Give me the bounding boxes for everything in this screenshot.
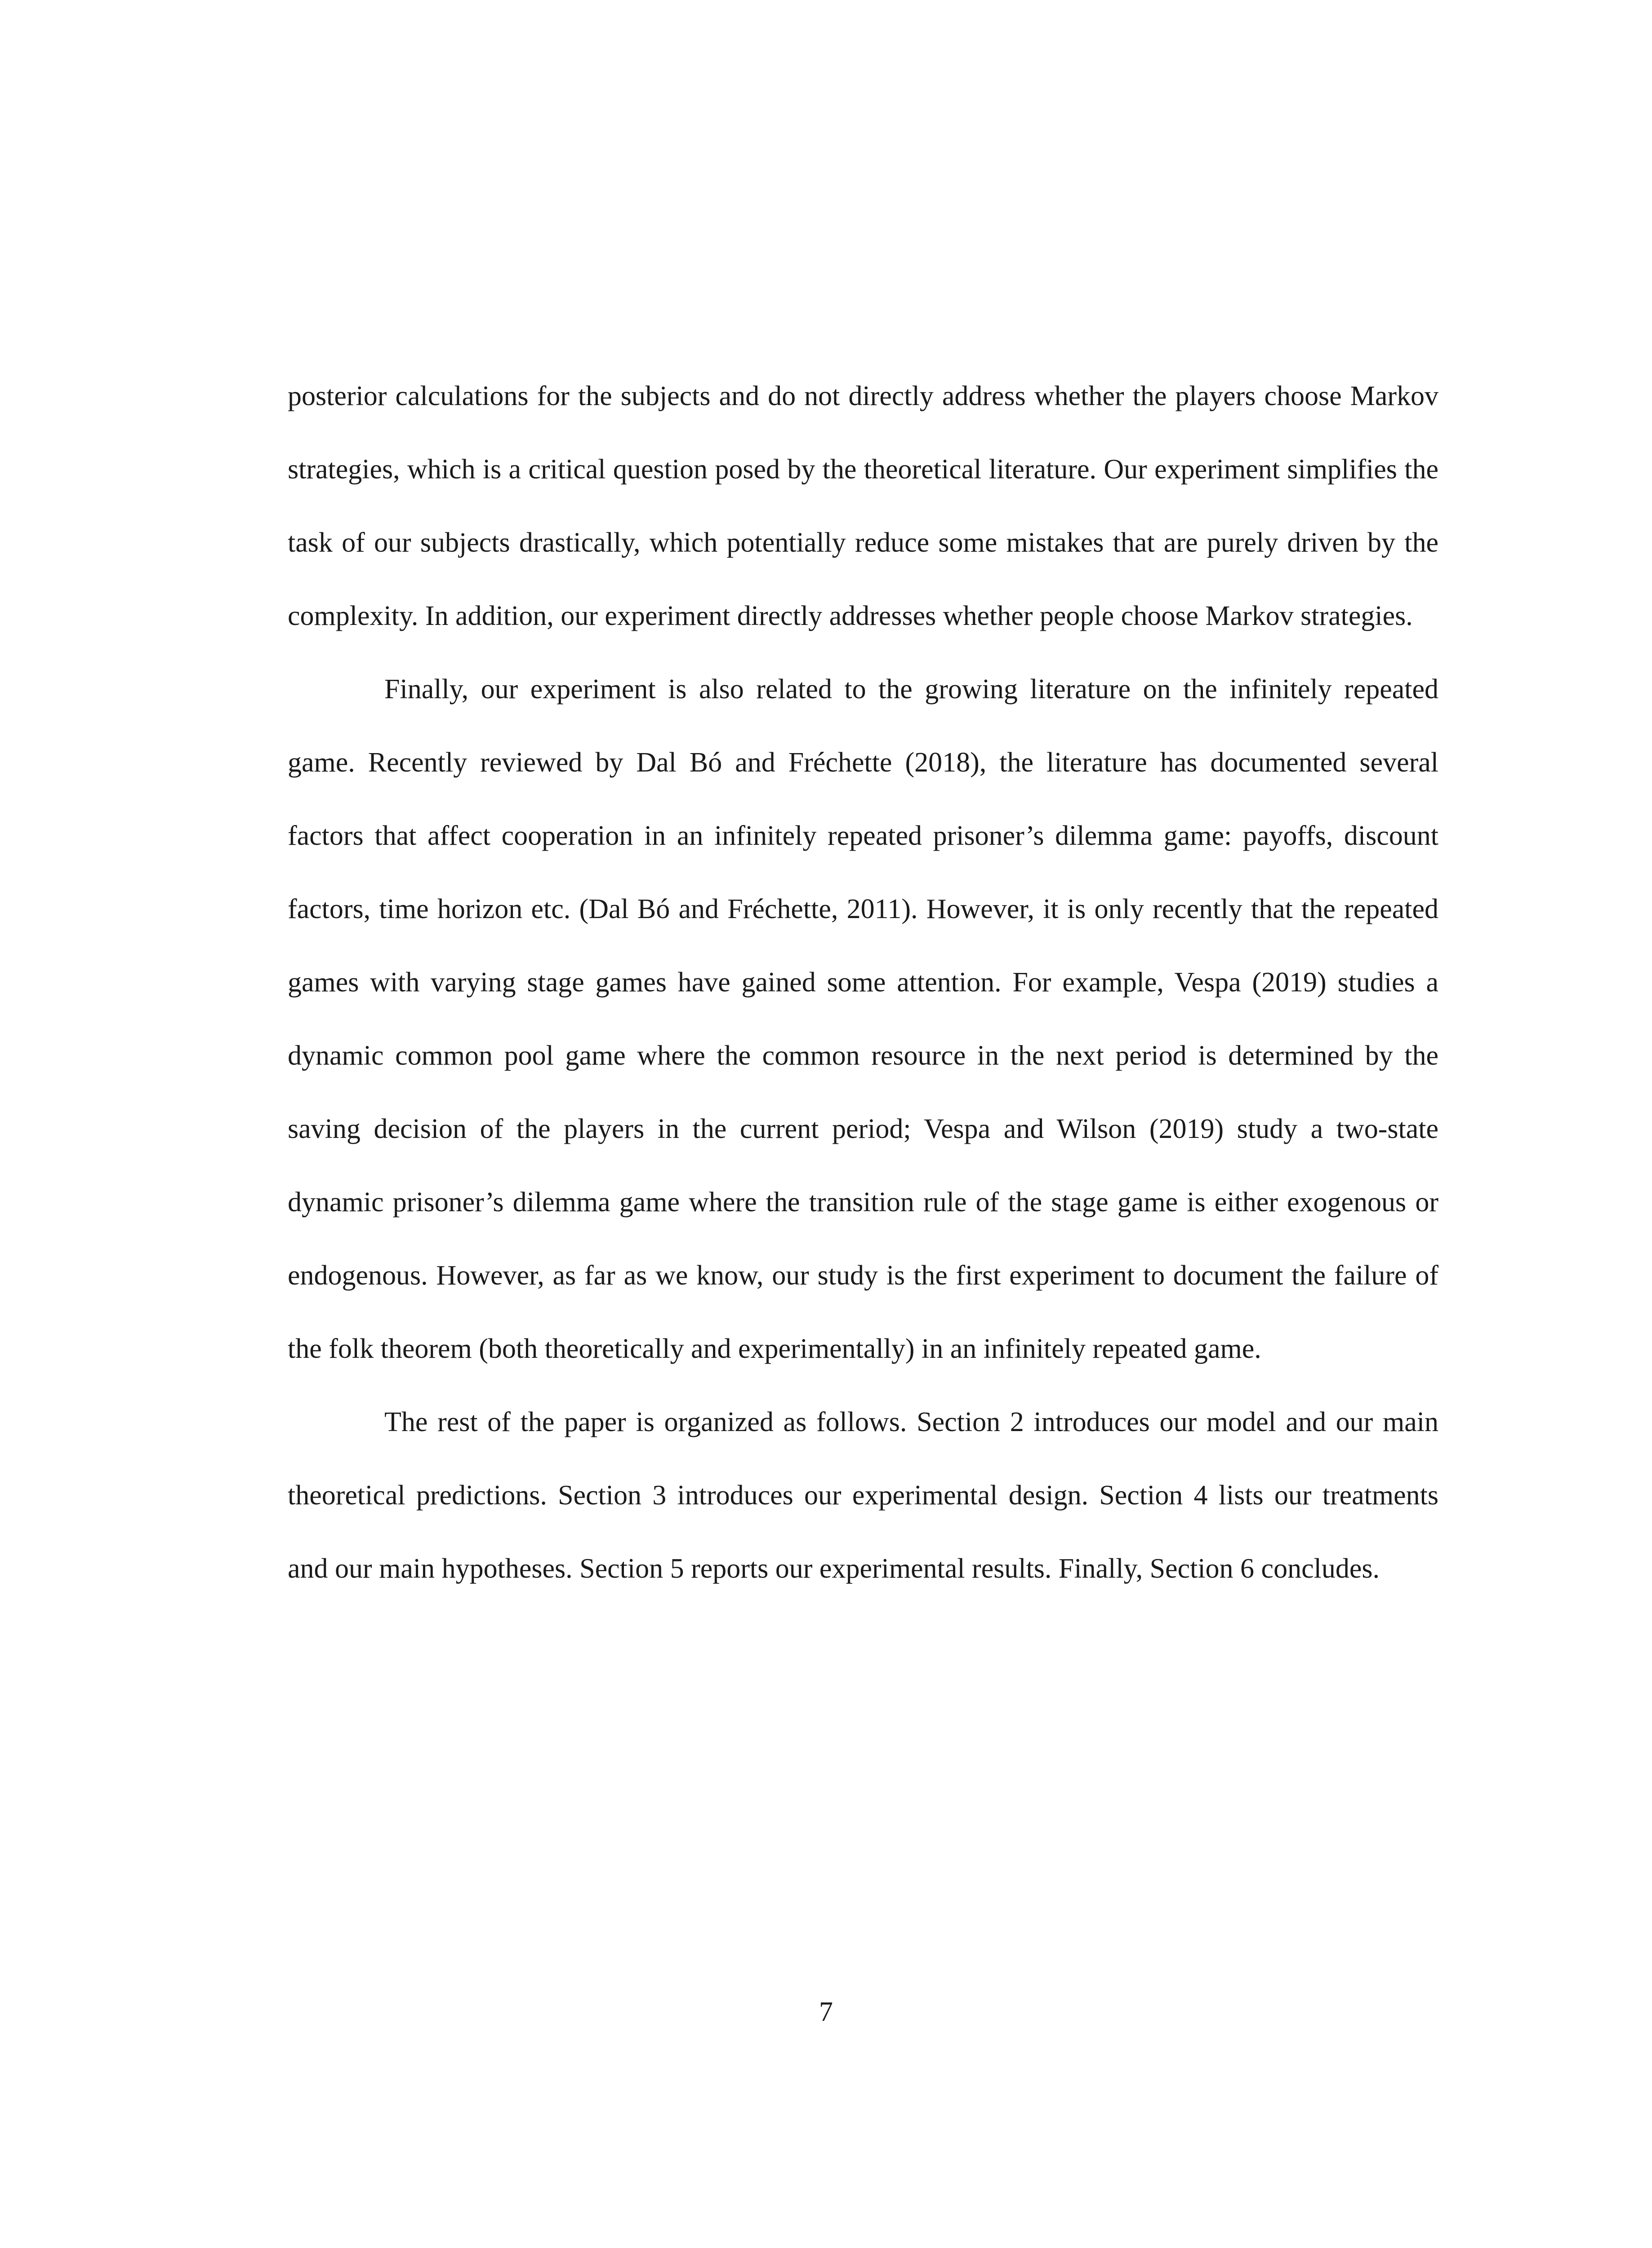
body-text [288,360,1438,1606]
paragraph-3: The rest of the paper is organized as follows. Section 2 introduces our model and our main theoretical predictions. Section 3 introduces our experimental design. Section 4 lists our treatments and our main hypotheses. Section 5 reports our experimental results. Finally, Section 6 concludes. [288,1407,1438,1584]
paragraph-1: posterior calculations for the subjects and do not directly address whether the players choose Markov strategies, which is a critical question posed by the theoretical literature. Our experiment simplifies the task of our subjects drastically, which potentially reduce some mistakes that are purely driven by the complexity. In addition, our experiment directly addresses whether people choose Markov strategies. [288,381,1438,631]
paragraph-2: Finally, our experiment is also related to the growing literature on the infinitely repeated game. Recently reviewed by Dal Bó and Fréchette (2018), the literature has documented several factors that affect cooperation in an infinitely repeated prisoner’s dilemma game: payoffs, discount factors, time horizon etc. (Dal Bó and Fréchette, 2011). However, it is only recently that the repeated games with varying stage games have gained some attention. For example, Vespa (2019) studies a dynamic common pool game where the common resource in the next period is determined by the saving decision of the players in the current period; Vespa and Wilson (2019) study a two-state dynamic prisoner’s dilemma game where the transition rule of the stage game is either exogenous or endogenous. However, as far as we know, our study is the first experiment to document the failure of the folk theorem (both theoretically and experimentally) in an infinitely repeated game. [288,674,1438,1364]
page-number: 7 [819,1997,833,2027]
